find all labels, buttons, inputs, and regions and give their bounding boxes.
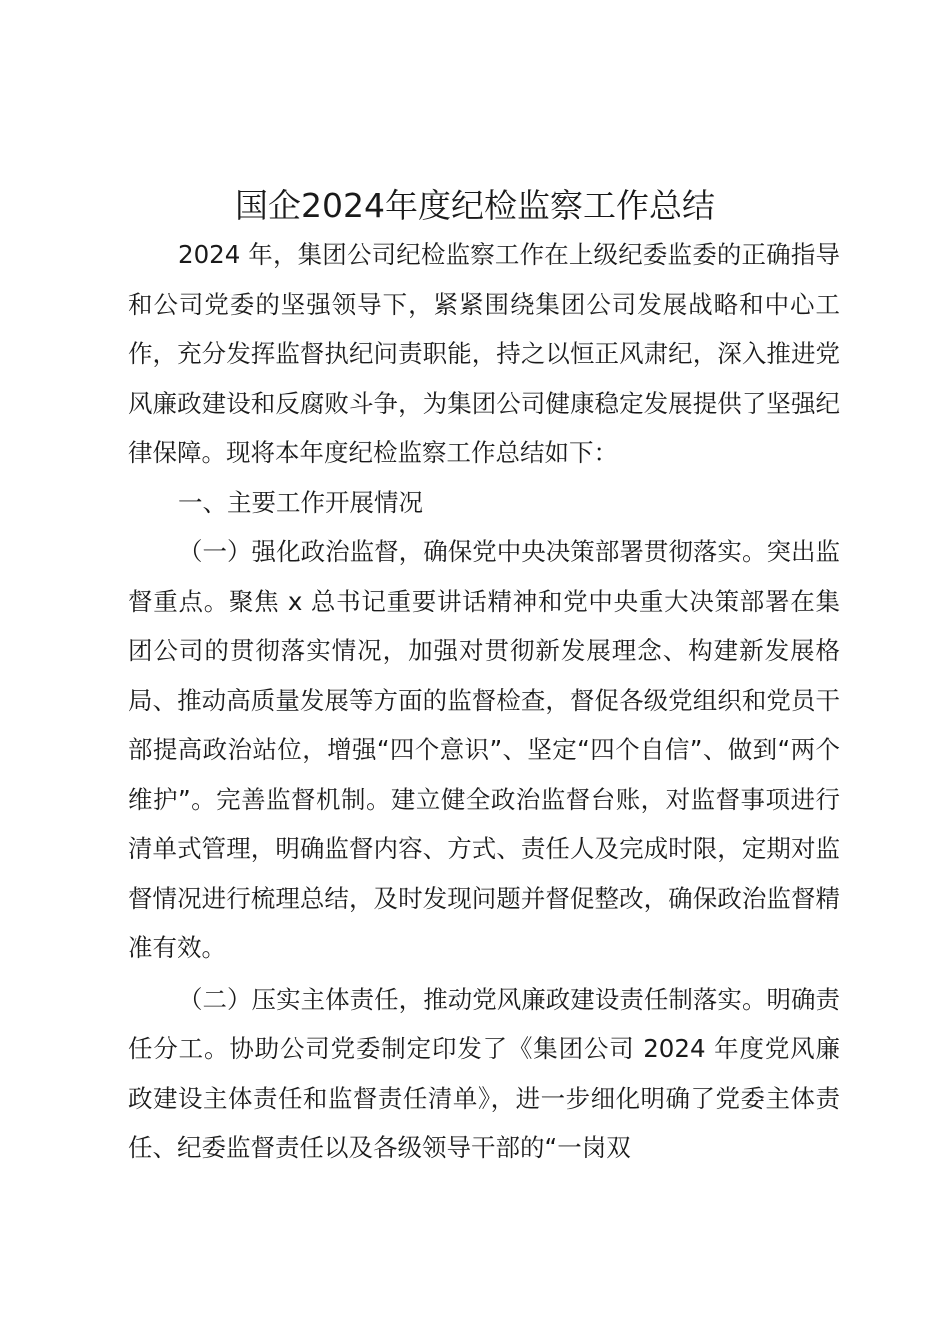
intro-paragraph: 2024 年，集团公司纪检监察工作在上级纪委监委的正确指导和公司党委的坚强领导下，紧紧围绕集团公司发展战略和中心工作，充分发挥监督执纪问责职能，持之以恒正风肃纪，深入推进党风廉政建设和反腐败斗争，为集团公司健康稳定发展提供了坚强纪律保障。现将本年度纪检监察工作总结如下： xyxy=(128,240,840,467)
document-title: 国企2024年度纪检监察工作总结 xyxy=(235,186,715,225)
paragraph-political-supervision: （一）强化政治监督，确保党中央决策部署贯彻落实。突出监督重点。聚焦 x 总书记重要讲话精神和党中央重大决策部署在集团公司的贯彻落实情况，加强对贯彻新发展理念、构建新发展格局、推动高质量发展等方面的监督检查，督促各级党组织和党员干部提高政治站位，增强“四个意识”、坚定“四个自信”、做到“两个维护”。完善监督机制。建立健全政治监督台账，对监督事项进行清单式管理，明确监督内容、方式、责任人及完成时限，定期对监督情况进行梳理总结，及时发现问题并督促整改，确保政治监督精准有效。 xyxy=(128,537,840,962)
paragraph-main-responsibility: （二）压实主体责任，推动党风廉政建设责任制落实。明确责任分工。协助公司党委制定印发了《集团公司 2024 年度党风廉政建设主体责任和监督责任清单》，进一步细化明确了党委主体责任、纪委监督责任以及各级领导干部的“一岗双 xyxy=(128,984,840,1162)
section-heading: 一、主要工作开展情况 xyxy=(178,487,423,517)
document-body xyxy=(128,230,840,1173)
